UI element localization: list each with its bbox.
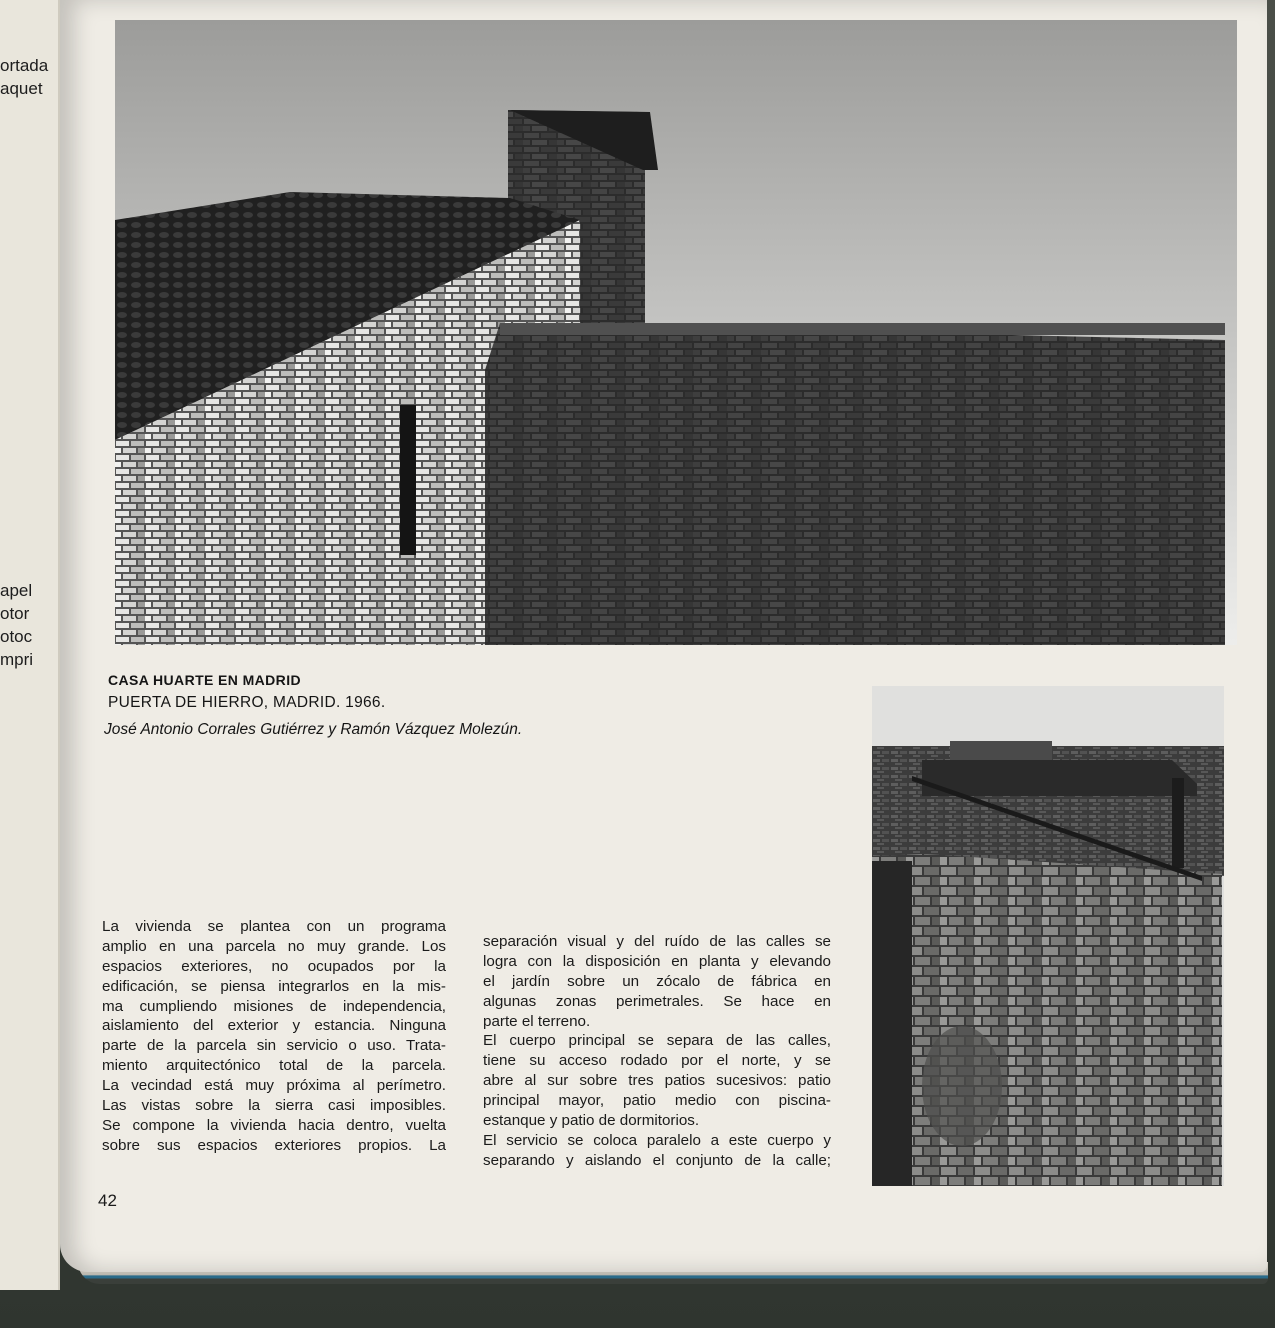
text-line: Se compone la vivienda hacia dentro, vuelta (102, 1116, 446, 1134)
body-column-left (102, 917, 446, 1156)
text-line: ma cumpliendo misiones de independencia, (102, 997, 446, 1015)
text-line: parte de la parcela sin servicio o uso. Trata- (102, 1037, 446, 1055)
adjacent-page-edge (0, 0, 60, 1290)
text-line: Las vistas sobre la sierra casi imposibles. (102, 1097, 446, 1115)
text-line: abre al sur sobre tres patios sucesivos: patio (483, 1072, 831, 1090)
caption-place: PUERTA DE HIERRO, MADRID. 1966. (108, 694, 386, 711)
text-line: logra con la disposición en planta y elevando (483, 952, 831, 970)
photo-wall-detail (872, 686, 1224, 1201)
caption-title: CASA HUARTE EN MADRID (108, 672, 301, 688)
text-line: el jardín sobre un zócalo de fábrica en (483, 972, 831, 990)
page-number: 42 (98, 1191, 117, 1210)
photo-house-exterior (115, 20, 1237, 665)
text-line: algunas zonas perimetrales. Se hace en (483, 992, 831, 1010)
text-line: miento arquitectónico total de la parcela. (102, 1057, 446, 1075)
caption-authors: José Antonio Corrales Gutiérrez y Ramón Vázquez Molezún. (104, 721, 523, 738)
text-line: parte el terreno. (483, 1012, 591, 1030)
brick-facade-photo (115, 20, 1237, 665)
text-line: La vivienda se plantea con un programa (102, 918, 446, 935)
text-line: edificación, se piensa integrarlos en la mis- (102, 977, 446, 995)
text-line: aislamiento del exterior y estancia. Ninguna (102, 1017, 446, 1035)
text-line: separando y aislando el conjunto de la calle; (483, 1151, 831, 1169)
adjacent-page-fragment: ortada (0, 56, 49, 75)
text-line: El servicio se coloca paralelo a este cuerpo y (483, 1131, 831, 1149)
text-line: principal mayor, patio medio con piscina- (483, 1092, 831, 1110)
adjacent-page-fragment: mpri (0, 650, 34, 669)
adjacent-page-fragment: otoc (0, 627, 33, 646)
adjacent-page-fragment: otor (0, 604, 30, 623)
text-line: tiene su acceso rodado por el norte, y se (483, 1052, 831, 1070)
text-line: La vecindad está muy próxima al perímetro. (102, 1077, 446, 1095)
body-column-right (483, 932, 831, 1171)
text-line: amplio en una parcela no muy grande. Los (102, 937, 446, 955)
text-line: sobre sus espacios exteriores propios. La (102, 1136, 446, 1154)
text-line: separación visual y del ruído de las calles se (483, 933, 831, 950)
brick-wall-detail-photo (872, 686, 1224, 1201)
adjacent-page-fragment: aquet (0, 79, 43, 98)
text-line: espacios exteriores, no ocupados por la (102, 957, 446, 975)
text-line: estanque y patio de dormitorios. (483, 1112, 700, 1130)
adjacent-page-fragment: apel (0, 581, 33, 600)
text-line: El cuerpo principal se separa de las calles, (483, 1032, 831, 1050)
